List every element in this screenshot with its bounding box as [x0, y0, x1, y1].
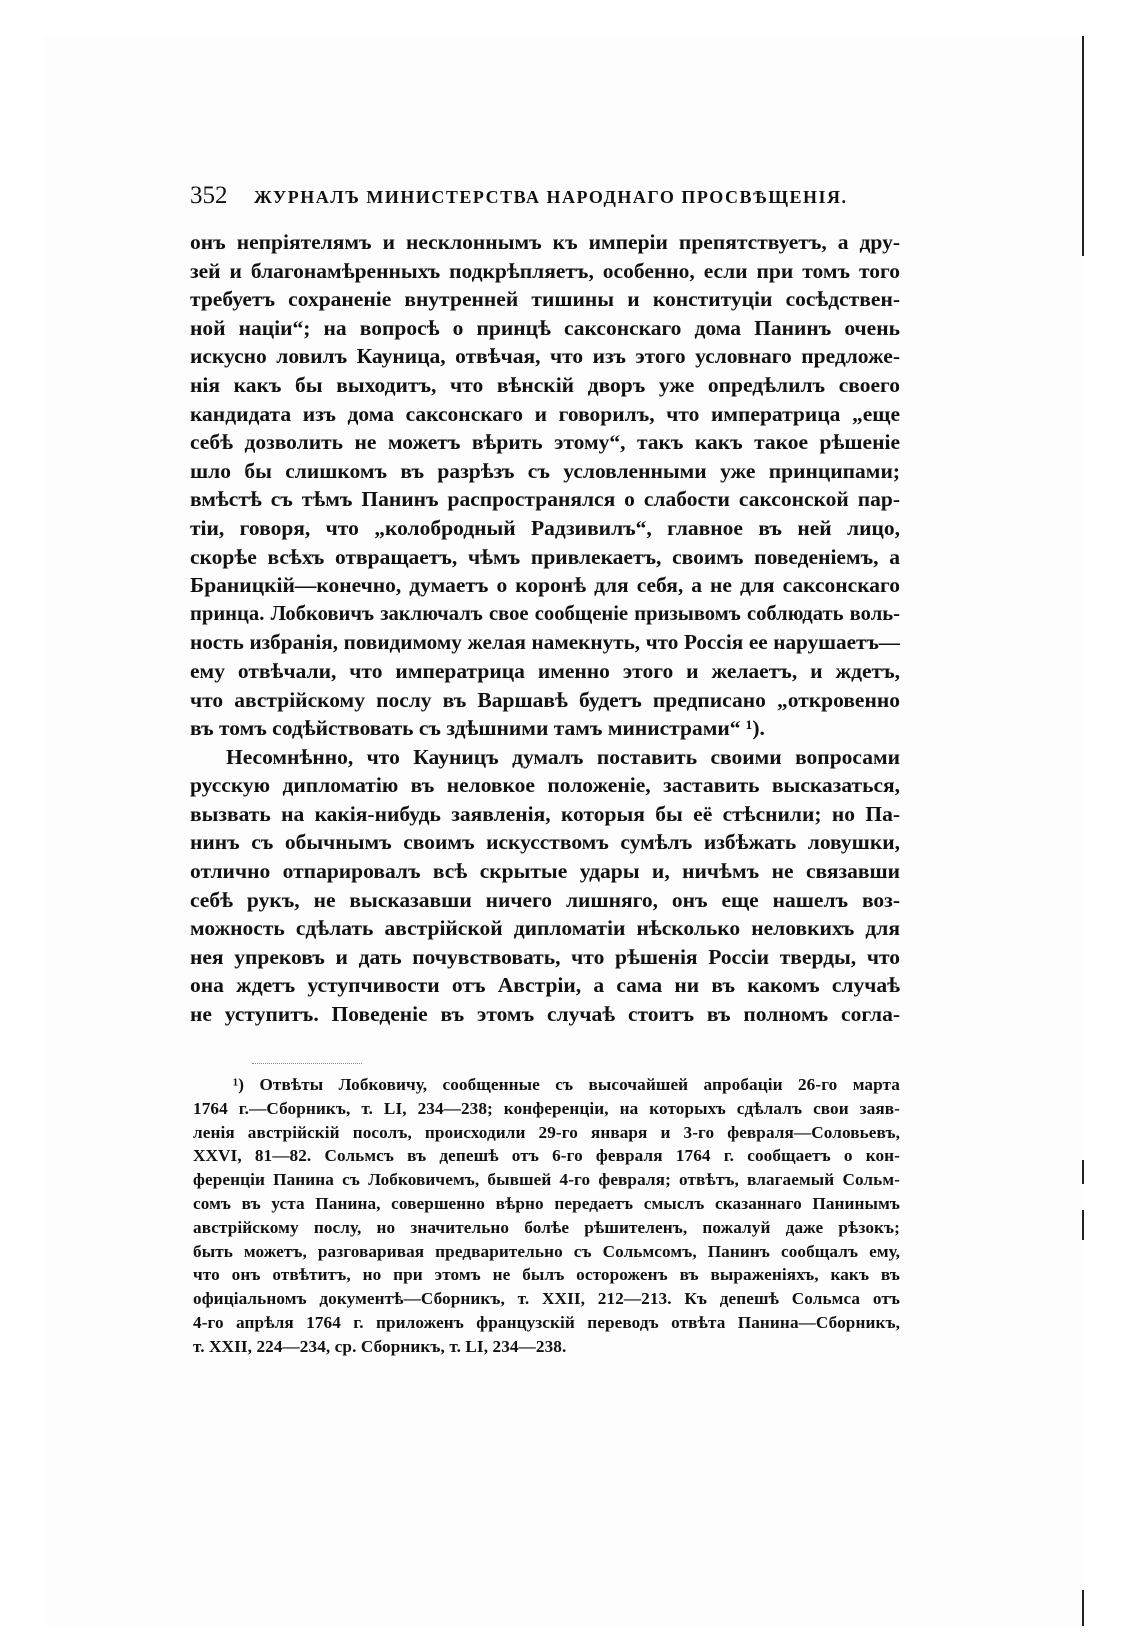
text-line: что австрійскому послу въ Варшавѣ будетъ предписано „откровенно: [190, 687, 900, 712]
text-line: себѣ дозволить не можетъ вѣрить этому“, такъ какъ такое рѣшеніе: [190, 430, 900, 455]
text-line: отлично отпарировалъ всѣ скрытые удары и, ничѣмъ не связавши: [190, 859, 900, 884]
text-line: ной націи“; на вопросѣ о принцѣ саксонскаго дома Панинъ очень: [190, 315, 900, 340]
footnote-line: сомъ въ уста Панина, совершенно вѣрно передаетъ смыслъ сказаннаго Панинымъ: [193, 1193, 900, 1213]
text-line: не уступитъ. Поведеніе въ этомъ случаѣ стоитъ въ полномъ согла-: [190, 1002, 900, 1027]
text-line: Браницкій—конечно, думаетъ о коронѣ для себя, а не для саксонскаго: [190, 573, 900, 598]
text-line: Несомнѣнно, что Кауницъ думалъ поставить своими вопросами: [226, 744, 900, 769]
footnote-line: 4-го апрѣля 1764 г. приложенъ французскій переводъ отвѣта Панина—Сборникъ,: [193, 1312, 900, 1332]
text-line: скорѣе всѣхъ отвращаетъ, чѣмъ привлекаетъ, своимъ поведеніемъ, а: [190, 544, 900, 569]
footnote-line: ленія австрійскій посолъ, происходили 29-го января и 3-го февраля—Соловьевъ,: [193, 1122, 900, 1142]
text-line: она ждетъ уступчивости отъ Австріи, а сама ни въ какомъ случаѣ: [190, 973, 900, 998]
text-line: требуетъ сохраненіе внутренней тишины и конституціи сосѣдствен-: [190, 287, 900, 312]
scan-edge-mark: [1082, 36, 1084, 256]
footnotes: [193, 1073, 900, 1359]
scan-edge-mark: [1082, 1210, 1084, 1240]
text-line: въ томъ содѣйствовать съ здѣшними тамъ министрами“ ¹).: [190, 716, 765, 741]
footnote-line: XXVI, 81—82. Сольмсъ въ депешѣ отъ 6-го февраля 1764 г. сообщаетъ о кон-: [193, 1146, 900, 1166]
footnote-line: офиціальномъ документѣ—Сборникъ, т. XXII, 212—213. Къ депешѣ Сольмса отъ: [193, 1289, 900, 1309]
scan-edge-mark: [1082, 1160, 1084, 1184]
footnote-separator: [252, 1063, 362, 1064]
footnote-line: австрійскому послу, но значительно болѣе рѣшителенъ, пожалуй даже рѣзокъ;: [193, 1217, 900, 1237]
text-line: тіи, говоря, что „колобродный Радзивилъ“, главное въ ней лицо,: [190, 515, 900, 540]
text-line: можность сдѣлать австрійской дипломатіи нѣсколько неловкихъ для: [190, 916, 900, 941]
text-line: ему отвѣчали, что императрица именно этого и желаетъ, и ждетъ,: [190, 658, 900, 683]
text-line: русскую дипломатію въ неловкое положеніе, заставить высказаться,: [190, 773, 900, 798]
main-text: [190, 228, 900, 1029]
running-title: ЖУРНАЛЪ МИНИСТЕРСТВА НАРОДНАГО ПРОСВѢЩЕНІЯ.: [254, 187, 848, 207]
footnote-line: быть можетъ, разговаривая предварительно съ Сольмсомъ, Панинъ сообщалъ ему,: [193, 1241, 900, 1261]
text-line: себѣ рукъ, не высказавши ничего лишняго, онъ еще нашелъ воз-: [190, 887, 900, 912]
page-number: 352: [190, 182, 228, 209]
text-line: вызвать на какія-нибудь заявленія, которыя бы её стѣснили; но Па-: [190, 801, 900, 826]
text-line: нея упрековъ и дать почувствовать, что рѣшенія Россіи тверды, что: [190, 944, 900, 969]
page-header: [190, 182, 910, 210]
footnote-line: т. XXII, 224—234, ср. Сборникъ, т. LI, 234—238.: [193, 1336, 567, 1356]
text-line: онъ непріятелямъ и несклоннымъ къ имперіи препятствуетъ, а дру-: [190, 230, 900, 254]
text-line: искусно ловилъ Кауница, отвѣчая, что изъ этого условнаго предложе-: [190, 344, 900, 369]
footnote-line: ференціи Панина съ Лобковичемъ, бывшей 4-го февраля; отвѣтъ, влагаемый Сольм-: [193, 1170, 900, 1190]
text-line: шло бы слишкомъ въ разрѣзъ съ условленными уже принципами;: [190, 458, 900, 483]
text-line: нинъ съ обычнымъ своимъ искусствомъ сумѣлъ избѣжать ловушки,: [190, 830, 900, 855]
text-line: вмѣстѣ съ тѣмъ Панинъ распространялся о слабости саксонской пар-: [190, 487, 900, 512]
text-line: нія какъ бы выходитъ, что вѣнскій дворъ уже опредѣлилъ своего: [190, 372, 900, 397]
text-line: ность избранія, повидимому желая намекнуть, что Россія ее нарушаетъ—: [190, 630, 900, 655]
footnote-line: что онъ отвѣтитъ, но при этомъ не былъ остороженъ въ выраженіяхъ, какъ въ: [193, 1265, 900, 1285]
text-line: кандидата изъ дома саксонскаго и говорилъ, что императрица „еще: [190, 401, 900, 426]
text-line: принца. Лобковичъ заключалъ свое сообщеніе призывомъ соблюдать воль-: [190, 602, 900, 625]
footnote-line: 1764 г.—Сборникъ, т. LI, 234—238; конференціи, на которыхъ сдѣлалъ свои заяв-: [193, 1098, 900, 1118]
scan-edge-mark: [1082, 1590, 1084, 1626]
footnote-line: ¹) Отвѣты Лобковичу, сообщенные съ высочайшей апробаціи 26-го марта: [233, 1075, 900, 1094]
text-line: зей и благонамѣренныхъ подкрѣпляетъ, особенно, если при томъ того: [190, 258, 900, 283]
